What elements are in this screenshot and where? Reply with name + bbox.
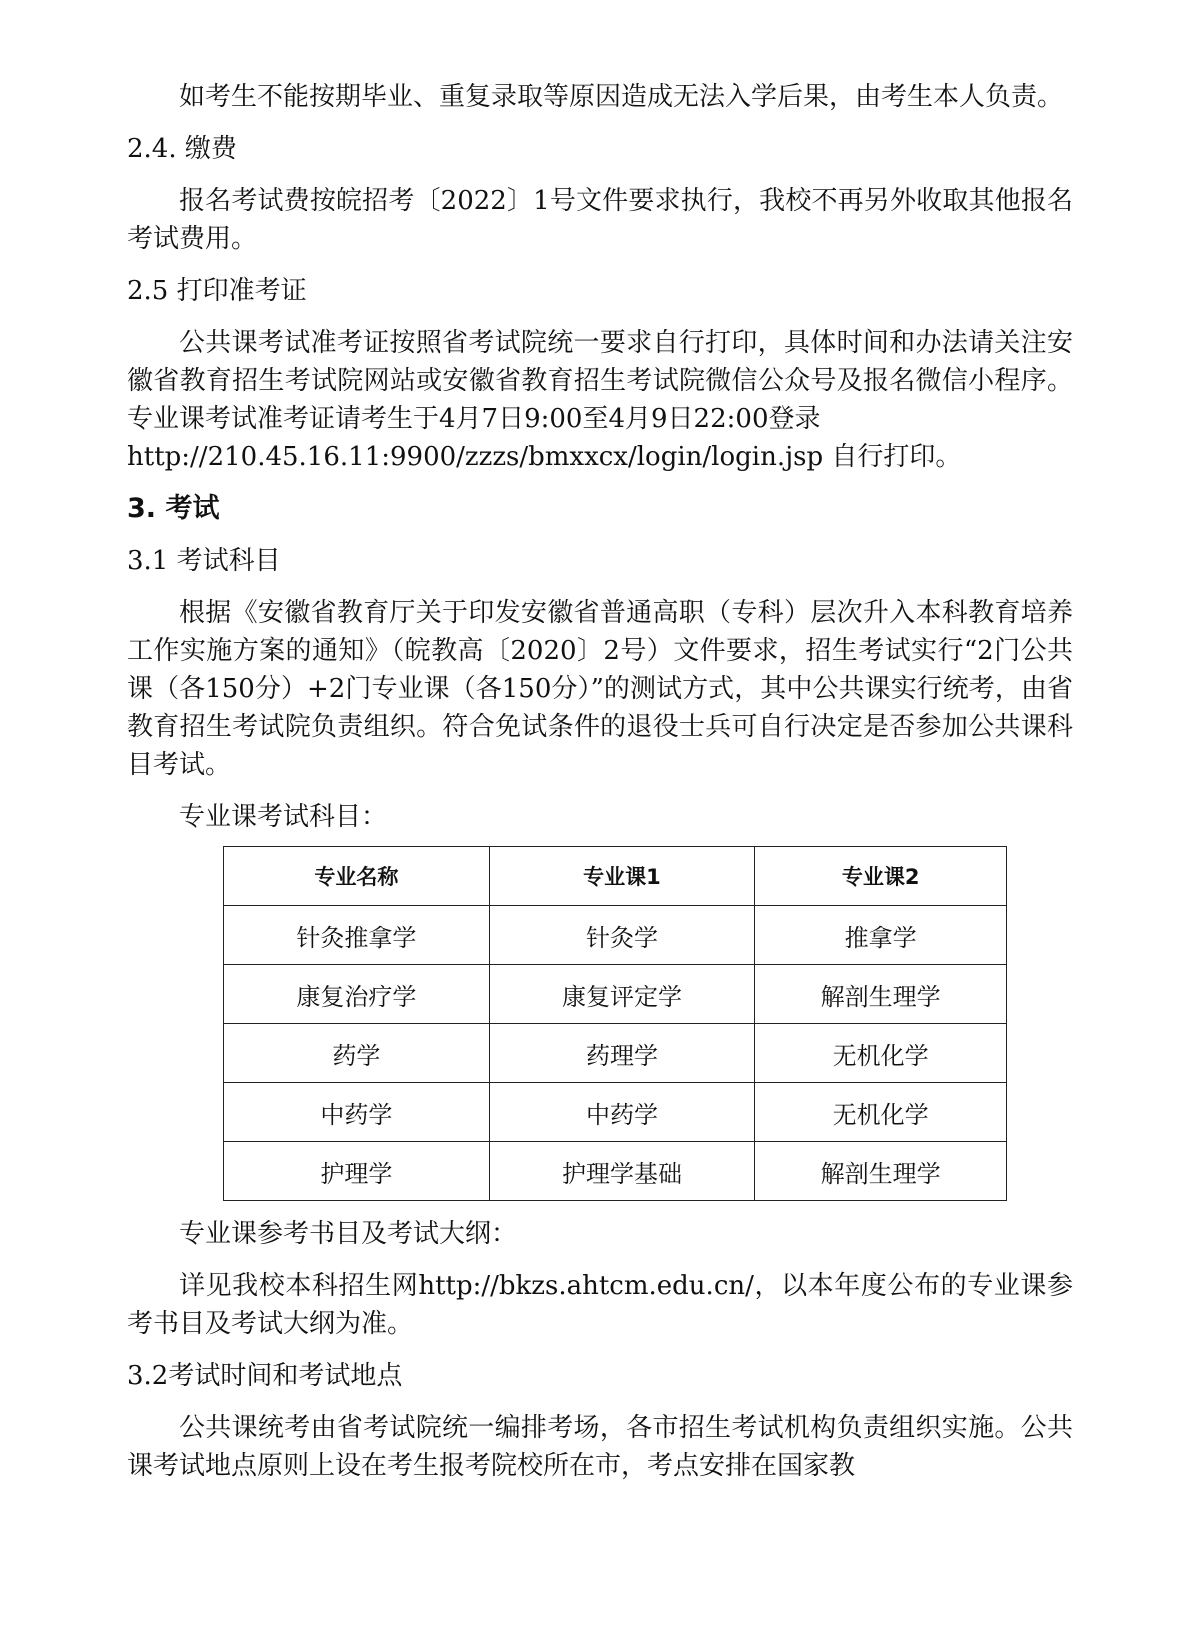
table-cell: 中药学 [489, 1083, 755, 1142]
table-cell: 无机化学 [755, 1083, 1007, 1142]
table-cell: 针灸学 [489, 906, 755, 965]
paragraph-admission-ticket-text: 公共课考试准考证按照省考试院统一要求自行打印，具体时间和办法请关注安徽省教育招生考试院网站或安徽省教育招生考试院微信公众号及报名微信小程序。专业课考试准考证请考生于4月7日9:00至4月9日22:00登录 [127, 328, 1073, 434]
paragraph-reference-books: 详见我校本科招生网http://bkzs.ahtcm.edu.cn/，以本年度公布的专业课参考书目及考试大纲为准。 [127, 1271, 1073, 1339]
table-cell: 药理学 [489, 1024, 755, 1083]
paragraph-major-subjects-label: 专业课考试科目： [179, 802, 388, 832]
paragraph-fee: 报名考试费按皖招考〔2022〕1号文件要求执行，我校不再另外收取其他报名考试费用。 [127, 186, 1073, 254]
table-row [224, 906, 1007, 965]
paragraph-graduation-note: 如考生不能按期毕业、重复录取等原因造成无法入学后果，由考生本人负责。 [179, 82, 1064, 112]
table-cell: 药学 [224, 1024, 490, 1083]
section-heading-3-1: 3.1 考试科目 [127, 546, 281, 576]
table-header-row [224, 847, 1007, 906]
section-heading-2-5: 2.5 打印准考证 [127, 276, 307, 306]
table-cell: 无机化学 [755, 1024, 1007, 1083]
table-row [224, 965, 1007, 1024]
table-cell: 解剖生理学 [755, 965, 1007, 1024]
table-cell: 康复治疗学 [224, 965, 490, 1024]
table-row [224, 1083, 1007, 1142]
table-cell: 推拿学 [755, 906, 1007, 965]
table-cell: 康复评定学 [489, 965, 755, 1024]
paragraph-admission-ticket [127, 324, 1073, 476]
paragraph-reference-books-label: 专业课参考书目及考试大纲： [179, 1219, 518, 1249]
section-heading-3-2: 3.2考试时间和考试地点 [127, 1361, 403, 1391]
table-cell: 针灸推拿学 [224, 906, 490, 965]
table-cell: 护理学基础 [489, 1142, 755, 1201]
table-cell: 护理学 [224, 1142, 490, 1201]
table-cell: 中药学 [224, 1083, 490, 1142]
ticket-url-link[interactable]: http://210.45.16.11:9900/zzzs/bmxxcx/login/login.jsp 自行打印。 [127, 442, 962, 472]
paragraph-exam-location: 公共课统考由省考试院统一编排考场，各市招生考试机构负责组织实施。公共课考试地点原则上设在考生报考院校所在市，考点安排在国家教 [127, 1413, 1073, 1481]
table-row [224, 1142, 1007, 1201]
table-header-cell: 专业课2 [755, 847, 1007, 906]
section-heading-2-4: 2.4. 缴费 [127, 134, 237, 164]
table-header-cell: 专业名称 [224, 847, 490, 906]
document-page [127, 78, 1073, 1499]
table-header-cell: 专业课1 [489, 847, 755, 906]
paragraph-exam-subjects: 根据《安徽省教育厅关于印发安徽省普通高职（专科）层次升入本科教育培养工作实施方案的通知》（皖教高〔2020〕2号）文件要求，招生考试实行“2门公共课（各150分）+2门专业课（各150分）”的测试方式，其中公共课实行统考，由省教育招生考试院负责组织。符合免试条件的退役士兵可自行决定是否参加公共课科目考试。 [127, 598, 1073, 780]
section-heading-3: 3. 考试 [127, 493, 220, 524]
major-subjects-table [223, 846, 1007, 1201]
table-row [224, 1024, 1007, 1083]
table-cell: 解剖生理学 [755, 1142, 1007, 1201]
